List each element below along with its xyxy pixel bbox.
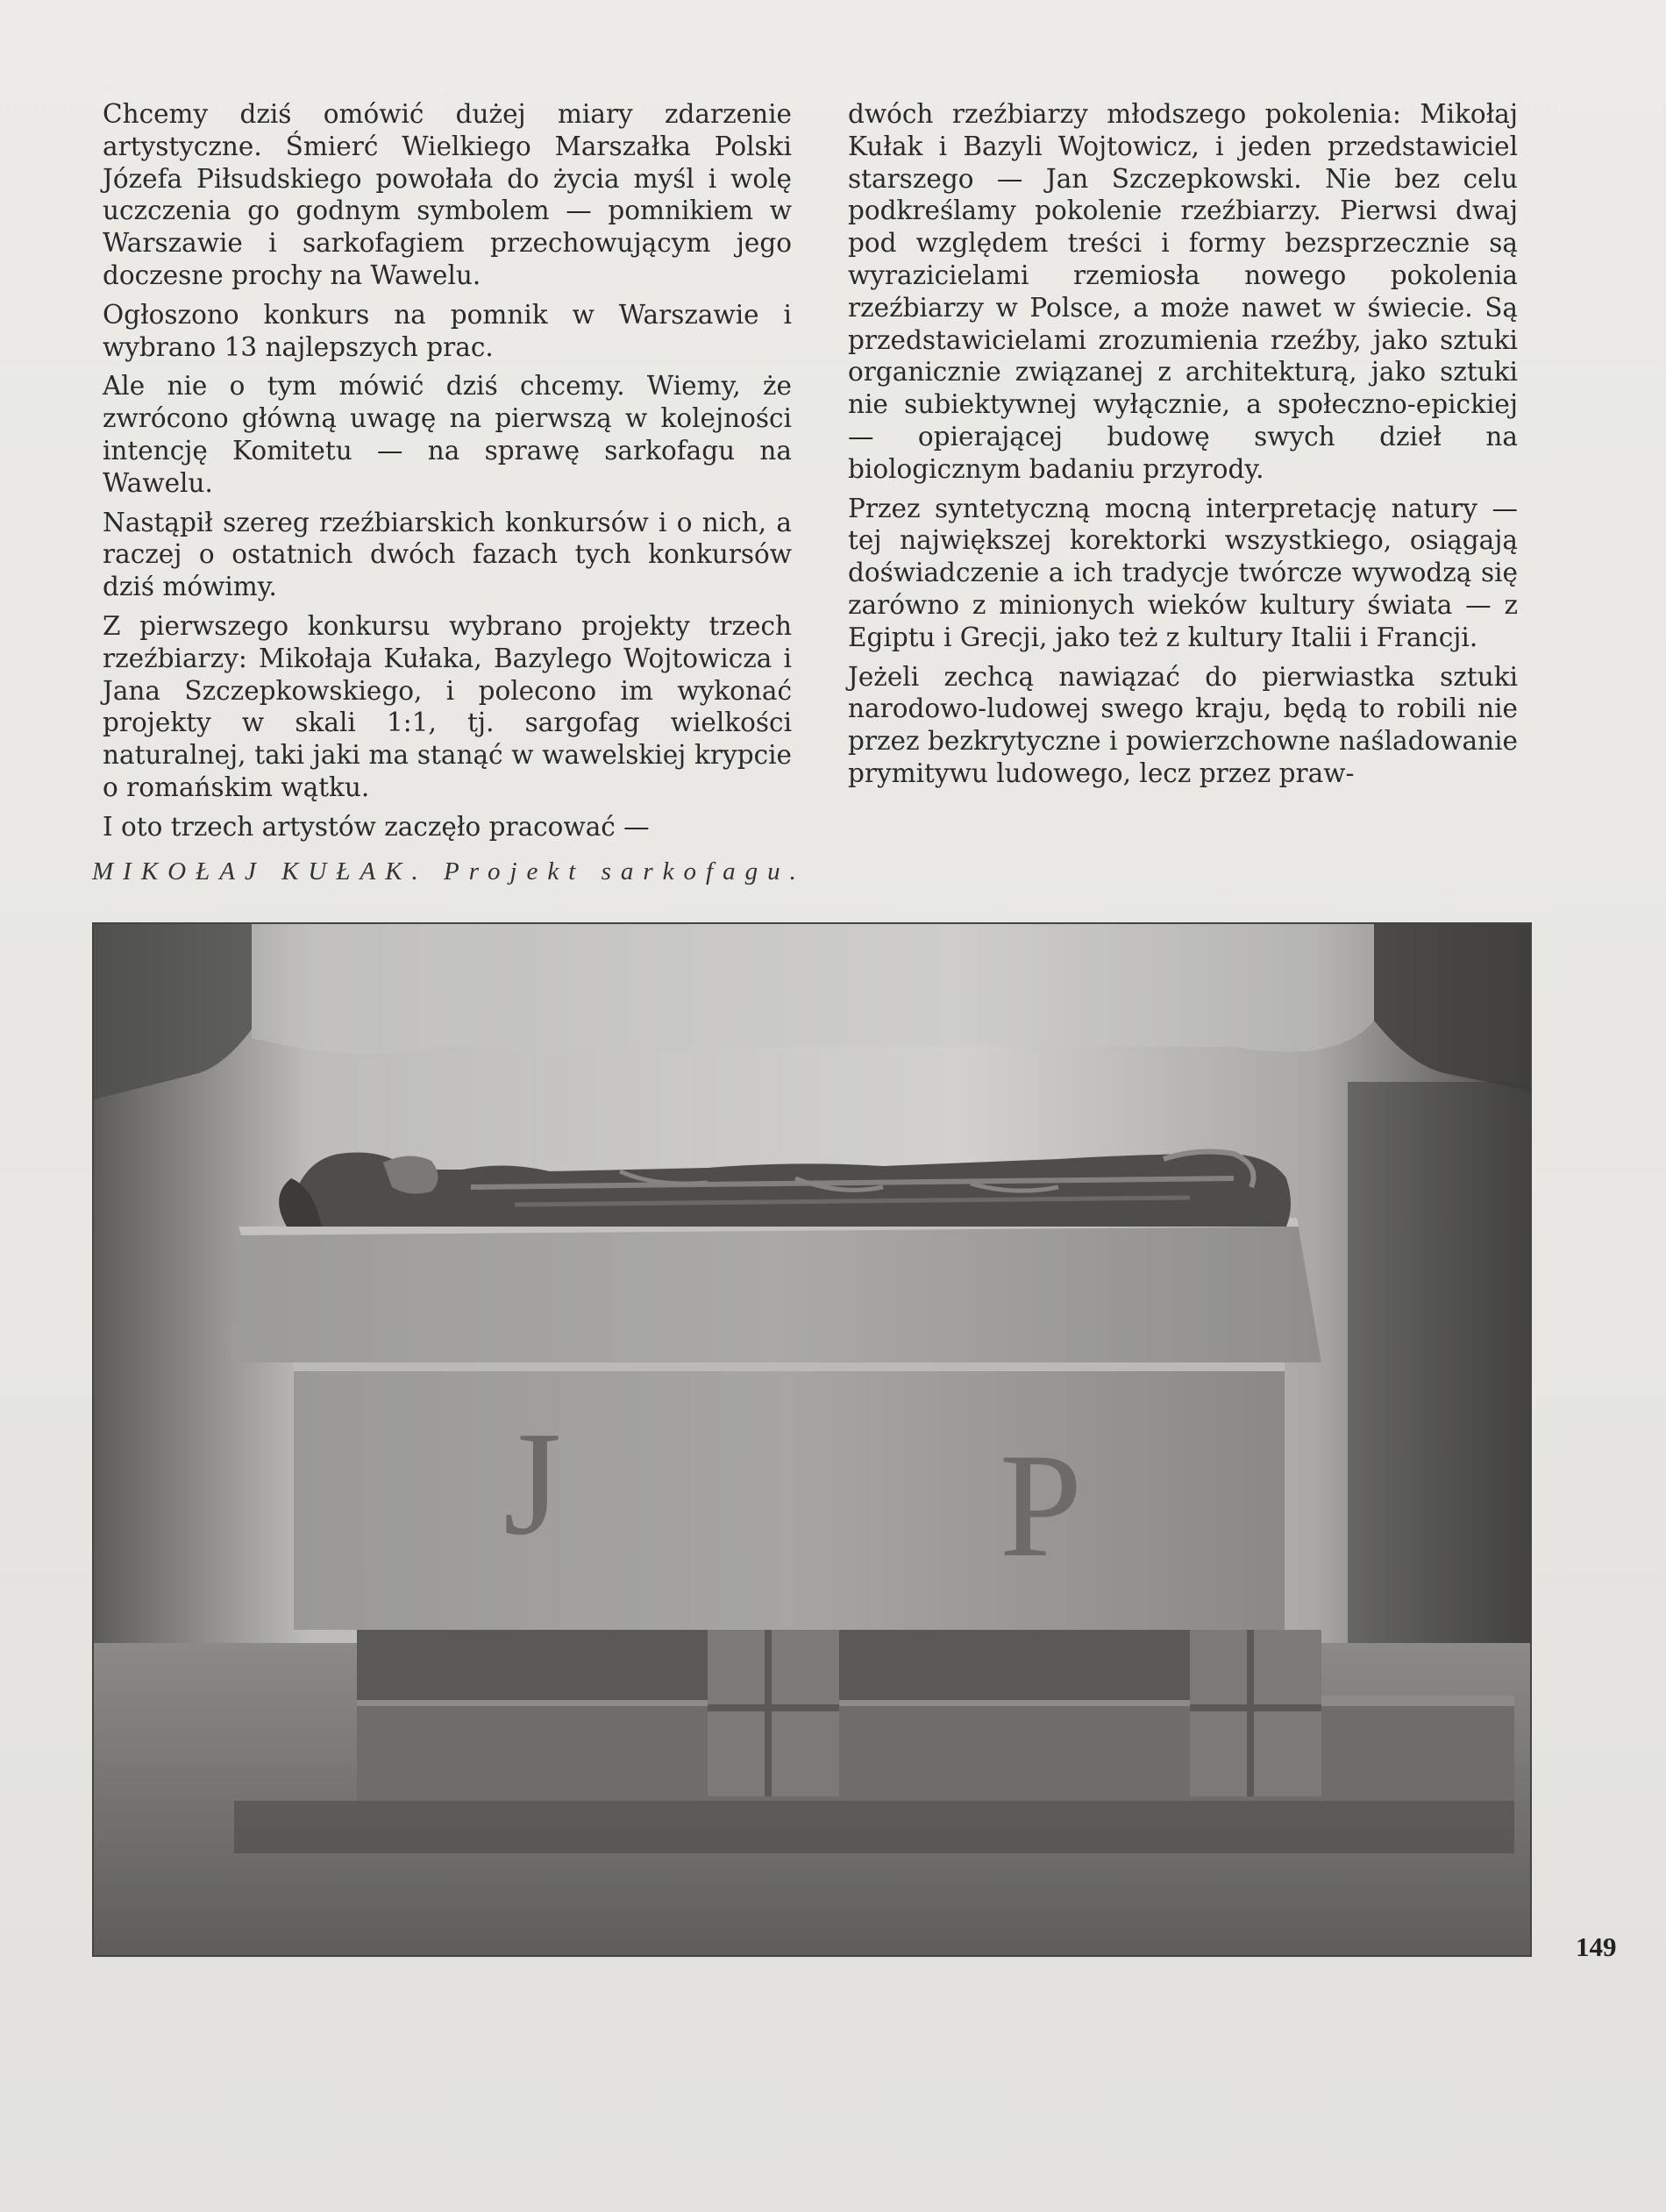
paragraph: Ogłoszono konkurs na pomnik w Warszawie i wybrano 13 najlepszych prac. <box>103 299 792 362</box>
paragraph: I oto trzech artystów zaczęło pracować — <box>103 811 650 842</box>
sarcophagus-lid <box>230 1218 1321 1362</box>
right-text-column <box>848 98 1518 790</box>
left-support-block <box>708 1630 839 1796</box>
page-number: 149 <box>1576 1931 1617 1962</box>
left-text-column <box>103 98 792 843</box>
right-support-block <box>1190 1630 1321 1796</box>
sarcophagus-photo <box>92 922 1532 1957</box>
initial-p: P <box>999 1423 1083 1588</box>
initial-j: J <box>502 1401 562 1566</box>
paragraph: Chcemy dziś omówić dużej miary zdarzenie artystyczne. Śmierć Wielkiego Marszałka Polski Józefa Piłsudskiego powołała do życia myśl i wolę uczczenia go godnym symbolem — pomnikiem w Warszawie i sarkofagiem przechowującym jego doczesne prochy na Wawelu. <box>103 99 792 290</box>
paragraph: Ale nie o tym mówić dziś chcemy. Wiemy, że zwrócono główną uwagę na pierwszą w kolejności intencję Komitetu — na sprawę sarkofagu na Wawelu. <box>103 371 792 498</box>
paragraph: Jeżeli zechcą nawiązać do pierwiastka sztuki narodowo-ludowej swego kraju, będą to robili nie przez bezkrytyczne i powierzchowne naśladowanie prymitywu ludowego, lecz przez praw- <box>848 661 1518 788</box>
paragraph: dwóch rzeźbiarzy młodszego pokolenia: Mikołaj Kułak i Bazyli Wojtowicz, i jeden przedstawiciel starszego — Jan Szczepkowski. Nie bez celu podkreślamy pokolenie rzeźbiarzy. Pierwsi dwaj pod względem treści i formy bezsprzecznie są wyrazicielami rzemiosła nowego pokolenia rzeźbiarzy w Polsce, a może nawet w świecie. Są przedstawicielami zrozumienia rzeźby, jako sztuki organicznie związanej z architekturą, jako sztuki nie subiektywnej wyłącznie, a społeczno-epickiej — opierającej budowę swych dzieł na biologicznym badaniu przyrody. <box>848 99 1518 484</box>
paragraph: Nastąpił szereg rzeźbiarskich konkursów i o nich, a raczej o ostatnich dwóch fazach tych konkursów dziś mówimy. <box>103 507 792 602</box>
photo-caption: MIKOŁAJ KUŁAK. Projekt sarkofagu. <box>92 857 806 886</box>
paragraph: Przez syntetyczną mocną interpretację natury — tej największej korektorki wszystkiego, osiągają doświadczenie a ich tradycje twórcze wywodzą się zarówno z minionych wieków kultury świata — z Egiptu i Grecji, jako też z kultury Italii i Francji. <box>848 493 1518 652</box>
sarcophagus-body <box>294 1362 1285 1630</box>
paragraph: Z pierwszego konkursu wybrano projekty trzech rzeźbiarzy: Mikołaja Kułaka, Bazylego Wojtowicza i Jana Szczepkowskiego, i polecono im wykonać projekty w skali 1:1, tj. sargofag wielkości naturalnej, taki jaki ma stanąć w wawelskiej krypcie o romańskim wątku. <box>103 610 792 802</box>
sarcophagus-base <box>357 1696 1514 1801</box>
sarcophagus-illustration <box>94 924 1530 1955</box>
